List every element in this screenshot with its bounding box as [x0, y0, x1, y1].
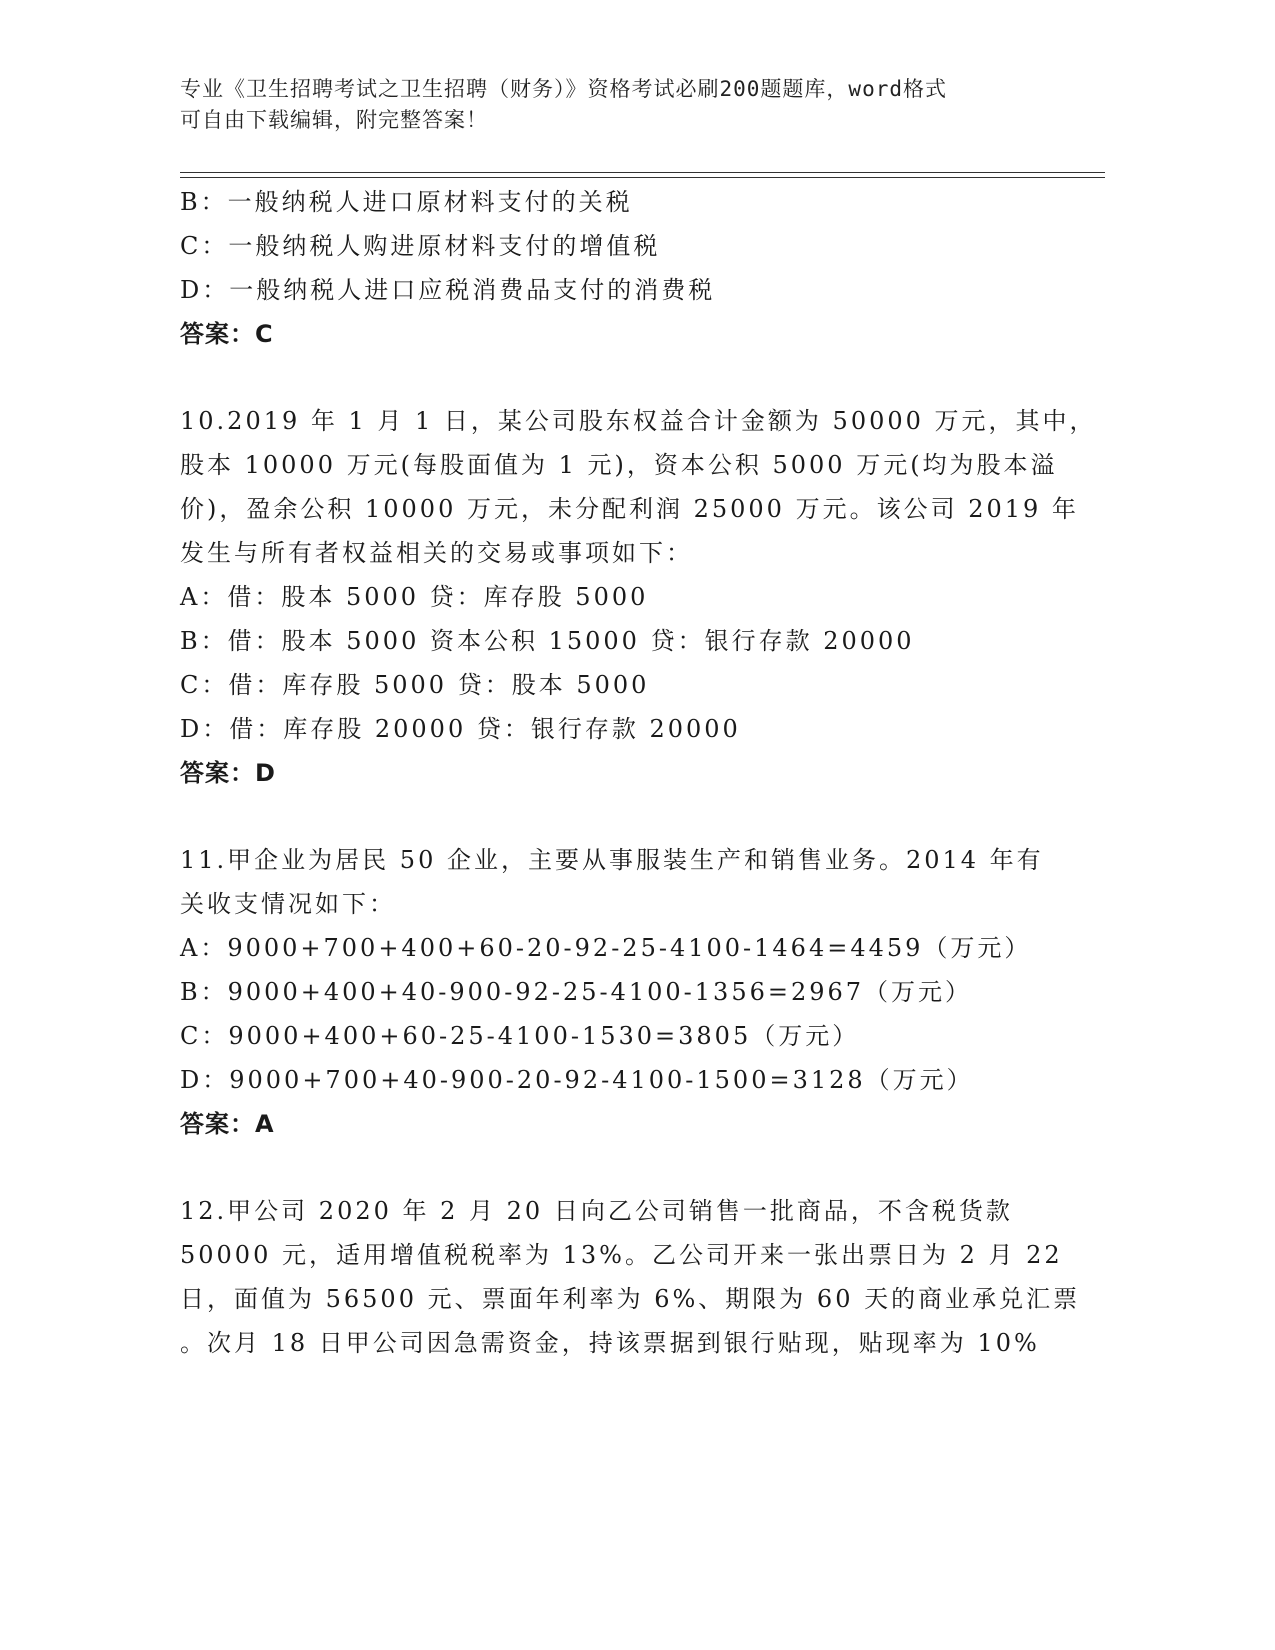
- question-10: [180, 399, 1097, 795]
- option-a: A：9000+700+400+60-20-92-25-4100-1464=4459（万元）: [180, 934, 1032, 962]
- question-content: [180, 180, 1097, 1365]
- option-d: D：一般纳税人进口应税消费品支付的消费税: [180, 276, 716, 304]
- question-12: [180, 1189, 1080, 1365]
- question-stem-line: 关收支情况如下：: [180, 890, 396, 918]
- question-stem-line: 50000 元，适用增值税税率为 13%。乙公司开来一张出票日为 2 月 22: [180, 1241, 1063, 1269]
- question-stem-line: 股本 10000 万元(每股面值为 1 元)，资本公积 5000 万元(均为股本溢: [180, 451, 1058, 479]
- answer: 答案：D: [180, 759, 276, 787]
- option-c: C：借：库存股 5000 贷：股本 5000: [180, 671, 650, 699]
- option-b: B：一般纳税人进口原材料支付的关税: [180, 188, 633, 216]
- document-header: [180, 74, 1060, 136]
- question-stem-line: 价)，盈余公积 10000 万元，未分配利润 25000 万元。该公司 2019 年: [180, 495, 1079, 523]
- spacer: [180, 356, 1080, 399]
- header-title-line-2: 可自由下载编辑，附完整答案！: [180, 108, 488, 132]
- option-d: D：借：库存股 20000 贷：银行存款 20000: [180, 715, 741, 743]
- option-d: D：9000+700+40-900-20-92-4100-1500=3128（万元）: [180, 1066, 974, 1094]
- option-b: B：9000+400+40-900-92-25-4100-1356=2967（万元）: [180, 978, 973, 1006]
- question-stem-line: 11.甲企业为居民 50 企业，主要从事服装生产和销售业务。2014 年有: [180, 846, 1044, 874]
- question-stem-line: 10.2019 年 1 月 1 日，某公司股东权益合计金额为 50000 万元，其中，: [180, 407, 1097, 435]
- spacer: [180, 1146, 1080, 1189]
- question-stem-line: 发生与所有者权益相关的交易或事项如下：: [180, 539, 693, 567]
- answer: 答案：C: [180, 320, 274, 348]
- question-stem-line: 。次月 18 日甲公司因急需资金，持该票据到银行贴现，贴现率为 10%: [180, 1329, 1040, 1357]
- option-b: B：借：股本 5000 资本公积 15000 贷：银行存款 20000: [180, 627, 915, 655]
- question-stem-line: 12.甲公司 2020 年 2 月 20 日向乙公司销售一批商品，不含税货款: [180, 1197, 1013, 1225]
- question-11: [180, 838, 1080, 1146]
- option-c: C：9000+400+60-25-4100-1530=3805（万元）: [180, 1022, 860, 1050]
- question-stem-line: 日，面值为 56500 元、票面年利率为 6%、期限为 60 天的商业承兑汇票: [180, 1285, 1081, 1313]
- option-a: A：借：股本 5000 贷：库存股 5000: [180, 583, 649, 611]
- header-title-line-1: 专业《卫生招聘考试之卫生招聘（财务）》资格考试必刷200题题库，word格式: [180, 77, 947, 101]
- header-divider-thick: [180, 172, 1105, 173]
- spacer: [180, 795, 1080, 838]
- question-9: [180, 180, 1080, 356]
- header-divider-thin: [180, 177, 1105, 178]
- option-c: C：一般纳税人购进原材料支付的增值税: [180, 232, 661, 260]
- answer: 答案：A: [180, 1110, 275, 1138]
